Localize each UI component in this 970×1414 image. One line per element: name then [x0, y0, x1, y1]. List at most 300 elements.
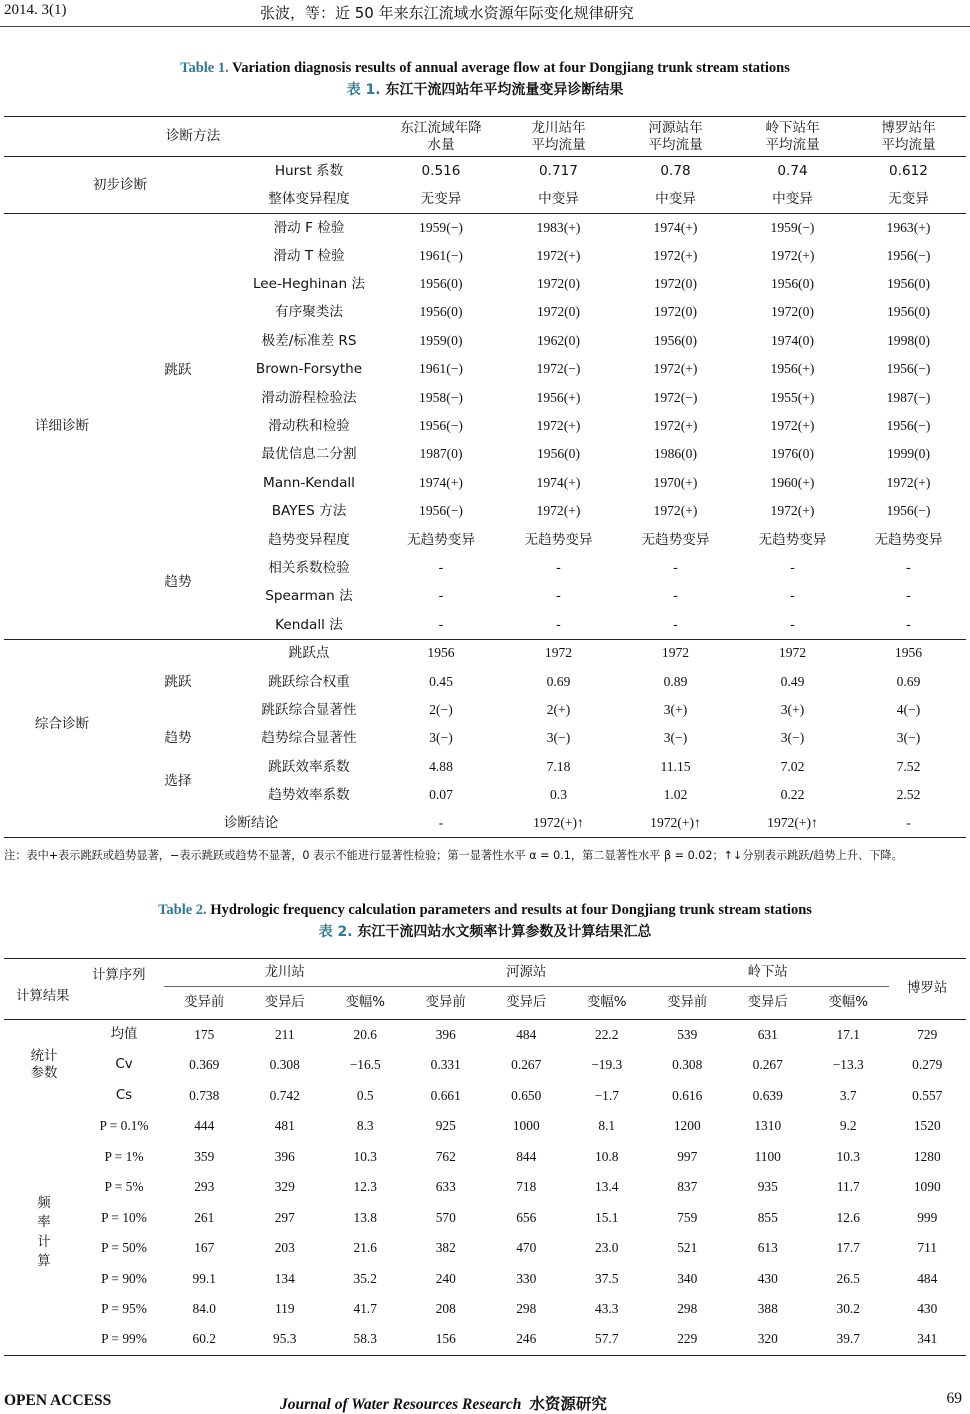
- value-cell: 0.45: [429, 673, 453, 689]
- table2-caption: [0, 902, 970, 941]
- value-cell: 1280: [913, 1148, 941, 1164]
- value-cell: 1972: [544, 645, 573, 661]
- subgroup-jump: 跳跃: [164, 673, 192, 690]
- value-cell: 10.8: [595, 1148, 619, 1164]
- table-row: [4, 1294, 966, 1325]
- row-name: Kendall 法: [236, 611, 382, 639]
- value-cell: 2(+): [546, 701, 571, 717]
- row-name: Mann-Kendall: [263, 474, 355, 491]
- row-name: P = 50%: [101, 1240, 147, 1256]
- value-cell: 17.7: [836, 1240, 860, 1256]
- value-cell: 759: [677, 1209, 698, 1225]
- table-row: [4, 724, 966, 752]
- subcol-header: 变异前: [164, 987, 245, 1020]
- table-row: [4, 1172, 966, 1203]
- value-cell: 1960(+): [770, 474, 815, 490]
- value-cell: 0.78: [660, 162, 691, 179]
- value-cell: 1972(+)↑: [617, 809, 734, 837]
- value-cell: 10.3: [836, 1148, 860, 1164]
- table-row: [4, 526, 966, 554]
- value-cell: 1972(0): [653, 304, 698, 320]
- value-cell: 341: [889, 1325, 967, 1356]
- value-cell: 23.0: [595, 1240, 619, 1256]
- value-cell: -: [790, 588, 795, 605]
- row-name: P = 95%: [101, 1301, 147, 1317]
- value-cell: 203: [274, 1240, 295, 1256]
- value-cell: 1972(+): [536, 247, 581, 263]
- subcol-header: 变异后: [728, 987, 809, 1020]
- value-cell: 1976(0): [770, 446, 815, 462]
- group-freq: [4, 1111, 84, 1355]
- value-cell: 中变异: [500, 185, 617, 213]
- table1-label-zh: 表 1.: [346, 82, 381, 98]
- value-cell: 1090: [913, 1179, 941, 1195]
- value-cell: 396: [274, 1148, 295, 1164]
- row-name: Cs: [115, 1087, 133, 1103]
- empty-cell: [4, 809, 120, 837]
- value-cell: 3(−): [896, 730, 921, 746]
- subgroup-select: 选择: [164, 772, 192, 789]
- table-row: [4, 1081, 966, 1112]
- value-cell: 0.279: [912, 1057, 943, 1073]
- value-cell: 729: [917, 1026, 938, 1042]
- corner-bottom-label: 计算结果: [16, 989, 70, 1004]
- value-cell: 1972(+): [536, 418, 581, 434]
- value-cell: 297: [274, 1209, 295, 1225]
- value-cell: 484: [917, 1270, 938, 1286]
- value-cell: 1974(+): [419, 474, 463, 490]
- value-cell: 925: [435, 1118, 456, 1134]
- value-cell: 293: [194, 1179, 215, 1195]
- value-cell: −1.7: [594, 1087, 619, 1103]
- header-col-line: 岭下站年: [765, 120, 820, 137]
- header-col-line: 平均流量: [765, 136, 820, 153]
- value-cell: 320: [728, 1325, 809, 1356]
- value-cell: 1972(+)↑: [500, 809, 617, 837]
- value-cell: 430: [757, 1270, 778, 1286]
- row-name: P = 0.1%: [99, 1118, 149, 1134]
- row-name: P = 99%: [84, 1325, 164, 1356]
- value-cell: 0.738: [189, 1087, 220, 1103]
- value-cell: 1956(0): [419, 304, 463, 320]
- value-cell: 39.7: [808, 1325, 889, 1356]
- row-name: 极差/标准差 RS: [261, 332, 357, 349]
- value-cell: 0.331: [430, 1057, 461, 1073]
- value-cell: -: [382, 809, 500, 837]
- value-cell: 1972(+)↑: [734, 809, 851, 837]
- value-cell: 481: [274, 1118, 295, 1134]
- value-cell: 0.308: [269, 1057, 300, 1073]
- running-title: 张波，等：近 50 年来东江流域水资源年际变化规律研究: [260, 4, 634, 22]
- table-row: [4, 1142, 966, 1173]
- value-cell: 11.7: [836, 1179, 860, 1195]
- value-cell: 1956(−): [419, 418, 463, 434]
- row-name: Hurst 系数: [274, 162, 344, 179]
- header-col: [851, 117, 966, 157]
- subgroup-jump: 跳跃: [164, 361, 192, 378]
- value-cell: 0.267: [752, 1057, 783, 1073]
- value-cell: -: [438, 560, 444, 576]
- value-cell: 3(−): [780, 730, 805, 746]
- running-header: [0, 0, 970, 27]
- row-name: 跳跃点: [288, 645, 330, 662]
- table-row: [4, 1203, 966, 1234]
- value-cell: 12.3: [353, 1179, 377, 1195]
- value-cell: 1972(0): [770, 304, 815, 320]
- value-cell: 中变异: [617, 185, 734, 213]
- value-cell: 0.267: [511, 1057, 542, 1073]
- value-cell: 3(−): [663, 730, 688, 746]
- value-cell: 1959(0): [419, 332, 463, 348]
- value-cell: 1956(0): [419, 276, 463, 292]
- group-combined: 综合诊断: [34, 716, 90, 733]
- table-row: [4, 213, 966, 241]
- value-cell: 167: [194, 1240, 215, 1256]
- value-cell: 0.49: [780, 673, 805, 689]
- value-cell: 396: [435, 1026, 456, 1042]
- value-cell: -: [556, 588, 561, 605]
- header-col: [382, 117, 500, 157]
- station-header: 博罗站: [889, 959, 967, 1020]
- value-cell: 444: [194, 1118, 215, 1134]
- table1-note: 注：表中+表示跳跃或趋势显著，−表示跳跃或趋势不显著，0 表示不能进行显著性检验；第一显著性水平 α = 0.1，第二显著性水平 β = 0.02；↑↓分别表示跳跃/趋势上升、下降。: [4, 849, 903, 862]
- table2: [4, 958, 966, 1356]
- row-name: 滑动秩和检验: [268, 418, 350, 435]
- row-name: Brown-Forsythe: [255, 361, 363, 378]
- journal-name-zh: 水资源研究: [529, 1395, 607, 1413]
- value-cell: 0.661: [430, 1087, 461, 1103]
- table1: [4, 116, 966, 838]
- value-cell: 261: [194, 1209, 215, 1225]
- value-cell: 1520: [913, 1118, 941, 1134]
- header-col-line: 水量: [427, 136, 455, 153]
- table2-label-en: Table 2.: [158, 902, 207, 918]
- journal-name: Journal of Water Resources Research: [280, 1396, 522, 1413]
- value-cell: 1310: [754, 1118, 782, 1134]
- value-cell: 1972: [778, 645, 807, 661]
- header-col: [500, 117, 617, 157]
- row-name: BAYES 方法: [271, 503, 347, 520]
- value-cell: 1983(+): [536, 219, 581, 235]
- value-cell: 1972(+): [653, 247, 698, 263]
- group-stat-line: 统计: [30, 1049, 58, 1065]
- value-cell: 0.5: [356, 1087, 374, 1103]
- table-row: [4, 1264, 966, 1295]
- value-cell: 539: [677, 1026, 698, 1042]
- value-cell: 0.742: [269, 1087, 300, 1103]
- value-cell: 0.22: [780, 787, 805, 803]
- value-cell: 844: [516, 1148, 537, 1164]
- value-cell: 0.69: [546, 673, 571, 689]
- table1-label-en: Table 1.: [180, 60, 229, 76]
- value-cell: 1958(−): [419, 389, 463, 405]
- table-row: [4, 117, 966, 157]
- value-cell: 8.3: [356, 1118, 374, 1134]
- value-cell: 1961(−): [419, 361, 463, 377]
- value-cell: -: [438, 588, 444, 605]
- value-cell: −16.5: [349, 1057, 381, 1073]
- row-name: 有序聚类法: [275, 304, 343, 321]
- value-cell: 1962(0): [536, 332, 581, 348]
- open-access-label: OPEN ACCESS: [4, 1392, 112, 1409]
- value-cell: 15.1: [595, 1209, 619, 1225]
- value-cell: 1970(+): [653, 474, 698, 490]
- group-freq-char: 计: [37, 1234, 51, 1250]
- value-cell: 208: [435, 1301, 456, 1317]
- value-cell: 1974(+): [536, 474, 581, 490]
- value-cell: 4(−): [896, 701, 921, 717]
- page-number: 69: [946, 1390, 962, 1407]
- value-cell: 11.15: [660, 758, 691, 774]
- value-cell: 1974(+): [653, 219, 698, 235]
- value-cell: -: [382, 611, 500, 639]
- table1-title-en: Variation diagnosis results of annual average flow at four Dongjiang trunk stream stations: [232, 60, 790, 76]
- value-cell: 718: [516, 1179, 537, 1195]
- value-cell: 1956(0): [770, 276, 815, 292]
- row-name: 最优信息二分割: [261, 446, 357, 463]
- table2-title-en: Hydrologic frequency calculation parameters and results at four Dongjiang trunk stream stations: [210, 902, 812, 918]
- value-cell: 26.5: [836, 1270, 860, 1286]
- value-cell: 17.1: [836, 1026, 860, 1042]
- value-cell: 211: [274, 1026, 295, 1042]
- value-cell: 95.3: [245, 1325, 326, 1356]
- value-cell: 570: [435, 1209, 456, 1225]
- value-cell: 0.616: [672, 1087, 703, 1103]
- table-row: [4, 809, 966, 837]
- subcol-header: 变异后: [245, 987, 326, 1020]
- value-cell: 1986(0): [653, 446, 698, 462]
- header-col: [617, 117, 734, 157]
- value-cell: 430: [917, 1301, 938, 1317]
- value-cell: 1955(+): [770, 389, 815, 405]
- value-cell: 2(−): [429, 701, 453, 717]
- value-cell: 1956: [894, 645, 923, 661]
- value-cell: 无趋势变异: [407, 531, 475, 548]
- value-cell: 0.650: [511, 1087, 542, 1103]
- value-cell: -: [851, 611, 966, 639]
- value-cell: 1998(0): [886, 332, 931, 348]
- value-cell: 3(+): [663, 701, 688, 717]
- value-cell: 13.8: [353, 1209, 377, 1225]
- value-cell: 175: [194, 1026, 215, 1042]
- value-cell: 119: [274, 1301, 295, 1317]
- value-cell: 837: [677, 1179, 698, 1195]
- value-cell: 382: [435, 1240, 456, 1256]
- header-col-line: 东江流域年降: [400, 120, 482, 137]
- value-cell: 1987(0): [419, 446, 463, 462]
- value-cell: 20.6: [353, 1026, 377, 1042]
- value-cell: 0.516: [421, 162, 461, 179]
- value-cell: 9.2: [839, 1118, 857, 1134]
- header-method: 诊断方法: [4, 117, 382, 157]
- value-cell: 84.0: [192, 1301, 216, 1317]
- value-cell: 855: [757, 1209, 778, 1225]
- row-name: 趋势综合显著性: [261, 730, 357, 747]
- header-col-line: 博罗站年: [881, 120, 936, 137]
- value-cell: -: [790, 560, 795, 576]
- value-cell: 99.1: [192, 1270, 216, 1286]
- header-col-line: 平均流量: [881, 136, 936, 153]
- group-freq-char: 频: [37, 1195, 51, 1211]
- value-cell: 1972(+): [653, 418, 698, 434]
- value-cell: 1956(+): [536, 389, 581, 405]
- value-cell: 3(−): [546, 730, 571, 746]
- value-cell: 41.7: [353, 1301, 377, 1317]
- value-cell: 1987(−): [886, 389, 931, 405]
- value-cell: 330: [516, 1270, 537, 1286]
- value-cell: 1963(+): [886, 219, 931, 235]
- value-cell: 7.02: [780, 758, 805, 774]
- value-cell: 0.89: [663, 673, 688, 689]
- station-header: 龙川站: [164, 959, 406, 987]
- value-cell: 1972(0): [536, 304, 581, 320]
- group-prelim: 初步诊断: [4, 157, 236, 214]
- row-name: 滑动游程检验法: [261, 389, 357, 406]
- table-row: [4, 753, 966, 781]
- value-cell: 631: [757, 1026, 778, 1042]
- group-detail: 详细诊断: [4, 213, 120, 639]
- table2-label-zh: 表 2.: [318, 924, 353, 940]
- value-cell: 1956(+): [770, 361, 815, 377]
- value-cell: 1972(0): [536, 276, 581, 292]
- value-cell: 1956(0): [886, 304, 931, 320]
- row-name: P = 5%: [104, 1179, 144, 1195]
- value-cell: 1972(+): [770, 503, 815, 519]
- subgroup-trend: 趋势: [120, 526, 236, 640]
- row-name: 滑动 F 检验: [273, 219, 345, 236]
- value-cell: 134: [274, 1270, 295, 1286]
- value-cell: 21.6: [353, 1240, 377, 1256]
- value-cell: 1972(+): [770, 418, 815, 434]
- table-row: [4, 1233, 966, 1264]
- value-cell: 1.02: [663, 787, 688, 803]
- value-cell: 1956(−): [886, 503, 931, 519]
- value-cell: 1974(0): [770, 332, 815, 348]
- header-col-line: 平均流量: [531, 136, 586, 153]
- value-cell: 1972: [661, 645, 690, 661]
- row-name: Spearman 法: [265, 588, 353, 605]
- value-cell: 无趋势变异: [758, 531, 827, 548]
- value-cell: 37.5: [595, 1270, 619, 1286]
- header-col-line: 龙川站年: [531, 120, 586, 137]
- row-name: P = 90%: [101, 1270, 147, 1286]
- value-cell: 2.52: [896, 787, 921, 803]
- value-cell: 13.4: [595, 1179, 619, 1195]
- value-cell: -: [500, 611, 617, 639]
- subgroup-trend: 趋势: [164, 730, 192, 747]
- row-name: Cv: [115, 1057, 133, 1073]
- value-cell: 7.52: [896, 758, 921, 774]
- value-cell: 470: [516, 1240, 537, 1256]
- value-cell: -: [906, 560, 911, 576]
- value-cell: 1999(0): [886, 446, 931, 462]
- value-cell: 298: [677, 1301, 698, 1317]
- value-cell: 1972(+): [886, 474, 931, 490]
- value-cell: 1956(−): [419, 503, 463, 519]
- table-row: [4, 1111, 966, 1142]
- value-cell: 8.1: [598, 1118, 616, 1134]
- station-header: 岭下站: [647, 959, 889, 987]
- value-cell: 388: [757, 1301, 778, 1317]
- value-cell: 无变异: [851, 185, 966, 213]
- row-name: P = 1%: [104, 1148, 144, 1164]
- header-col-line: 平均流量: [648, 136, 703, 153]
- table-row: [4, 157, 966, 185]
- subcol-header: 变异前: [406, 987, 487, 1020]
- subcol-header: 变幅%: [567, 987, 648, 1020]
- group-stat-line: 参数: [30, 1065, 58, 1081]
- value-cell: 无趋势变异: [641, 531, 710, 548]
- row-name: 趋势效率系数: [268, 787, 350, 804]
- row-name: P = 10%: [101, 1209, 147, 1225]
- subcol-header: 变幅%: [325, 987, 406, 1020]
- value-cell: 1200: [673, 1118, 701, 1134]
- value-cell: 1959(−): [770, 219, 815, 235]
- value-cell: 60.2: [164, 1325, 245, 1356]
- value-cell: -: [906, 588, 911, 605]
- value-cell: 521: [677, 1240, 698, 1256]
- value-cell: 无变异: [382, 185, 500, 213]
- value-cell: 935: [757, 1179, 778, 1195]
- value-cell: -: [556, 560, 561, 576]
- value-cell: 484: [516, 1026, 537, 1042]
- value-cell: -: [734, 611, 851, 639]
- value-cell: 1100: [754, 1148, 781, 1164]
- value-cell: 0.74: [777, 162, 808, 179]
- value-cell: 633: [435, 1179, 456, 1195]
- table-row: [4, 959, 966, 987]
- row-name: 均值: [110, 1026, 138, 1042]
- value-cell: 999: [917, 1209, 938, 1225]
- value-cell: 35.2: [353, 1270, 377, 1286]
- value-cell: 1956: [427, 645, 455, 661]
- value-cell: 1972(+): [653, 503, 698, 519]
- value-cell: 43.3: [595, 1301, 619, 1317]
- value-cell: 1961(−): [419, 247, 463, 263]
- value-cell: 340: [677, 1270, 698, 1286]
- row-name: 整体变异程度: [236, 185, 382, 213]
- value-cell: 1956(−): [886, 361, 931, 377]
- value-cell: 0.69: [896, 673, 921, 689]
- value-cell: 4.88: [429, 758, 453, 774]
- value-cell: 329: [274, 1179, 295, 1195]
- value-cell: 12.6: [836, 1209, 860, 1225]
- value-cell: 1972(0): [653, 276, 698, 292]
- value-cell: 656: [516, 1209, 537, 1225]
- subcol-header: 变幅%: [808, 987, 889, 1020]
- value-cell: 1956(0): [653, 332, 698, 348]
- value-cell: 1956(0): [886, 276, 931, 292]
- value-cell: -: [673, 560, 678, 576]
- table-row: [4, 639, 966, 667]
- value-cell: 711: [917, 1240, 938, 1256]
- group-freq-char: 率: [37, 1215, 51, 1231]
- value-cell: 240: [435, 1270, 456, 1286]
- row-name: 诊断结论: [120, 809, 382, 837]
- value-cell: 1972(+): [770, 247, 815, 263]
- value-cell: −19.3: [591, 1057, 623, 1073]
- corner-top-label: 计算序列: [92, 968, 146, 983]
- value-cell: 0.308: [672, 1057, 703, 1073]
- value-cell: 58.3: [325, 1325, 406, 1356]
- value-cell: 1956(−): [886, 247, 931, 263]
- value-cell: 762: [435, 1148, 456, 1164]
- row-name: 相关系数检验: [268, 560, 350, 576]
- value-cell: 0.717: [539, 162, 578, 179]
- row-name: 跳跃效率系数: [268, 758, 350, 775]
- table1-body: [4, 117, 966, 838]
- value-cell: 1956(0): [536, 446, 581, 462]
